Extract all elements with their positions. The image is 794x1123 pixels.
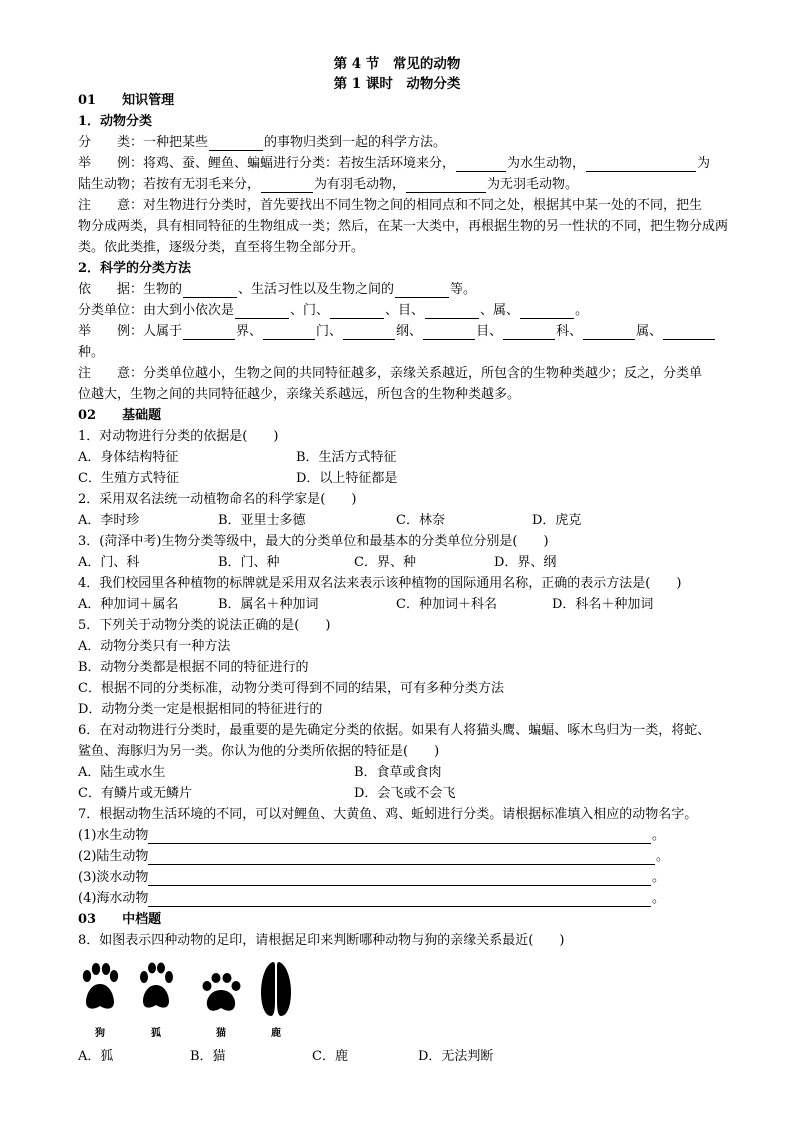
blank[interactable]	[330, 305, 384, 319]
blank[interactable]	[343, 326, 395, 340]
q4-option-d[interactable]: D．科名＋种加词	[552, 597, 654, 612]
footprint-caption-fox: 狐	[151, 1028, 161, 1039]
q6-option-d[interactable]: D．会飞或不会飞	[354, 786, 456, 801]
q4-option-c[interactable]: C．种加词＋科名	[396, 597, 497, 612]
q7-item-1-blank[interactable]	[148, 842, 651, 844]
blank[interactable]	[583, 326, 635, 340]
blank[interactable]	[235, 305, 289, 319]
q5-option-c[interactable]: C．根据不同的分类标准，动物分类可得到不同的结果，可有多种分类方法	[78, 681, 504, 696]
q2-option-a[interactable]: A．李时珍	[78, 513, 140, 528]
q6-option-b[interactable]: B．食草或食肉	[354, 765, 442, 780]
heading-animal-classification: 1．动物分类	[78, 114, 153, 129]
q1-option-d[interactable]: D．以上特征都是	[296, 471, 398, 486]
footprint-caption-deer: 鹿	[271, 1028, 281, 1039]
section-label-01: 01 知识管理	[78, 93, 175, 108]
blank[interactable]	[406, 179, 486, 193]
q8-option-a[interactable]: A．狐	[78, 1049, 114, 1064]
question-7: 7．根据动物生活环境的不同，可以对鲤鱼、大黄鱼、鸡、蚯蚓进行分类。请根据标准填入相应的动物名字。	[78, 807, 698, 822]
blank[interactable]	[586, 158, 696, 172]
q7-item-1-end: 。	[652, 828, 666, 843]
blank[interactable]	[663, 326, 715, 340]
note-line-3: 类。依此类推，逐级分类，直至将生物全部分开。	[78, 240, 365, 255]
cat-footprint-icon	[200, 972, 242, 1016]
q1-option-c[interactable]: C．生殖方式特征	[78, 471, 179, 486]
dog-footprint-icon	[80, 962, 120, 1018]
page-title: 第 4 节 常见的动物	[333, 56, 461, 72]
q2-option-d[interactable]: D．虎克	[532, 513, 582, 528]
section-label-03: 03 中档题	[78, 912, 162, 927]
q2-option-b[interactable]: B．亚里士多德	[218, 513, 306, 528]
footprint-caption-dog: 狗	[95, 1028, 105, 1039]
q5-option-a[interactable]: A．动物分类只有一种方法	[78, 639, 231, 654]
fox-footprint-icon	[136, 962, 176, 1018]
q6-option-a[interactable]: A．陆生或水生	[78, 765, 166, 780]
note2-line-2: 位越大，生物之间的共同特征越少，亲缘关系越远，所包含的生物种类越多。	[78, 387, 521, 402]
q2-option-c[interactable]: C．林奈	[396, 513, 445, 528]
q8-option-d[interactable]: D．无法判断	[418, 1049, 494, 1064]
q4-option-b[interactable]: B．属名＋种加词	[218, 597, 319, 612]
q7-item-3-label: (3)淡水动物	[78, 870, 149, 885]
q7-item-2-end: 。	[656, 849, 670, 864]
blank[interactable]	[183, 326, 235, 340]
human-example-line: 举 例：人属于 界、 门、 纲、 目、 科、 属、	[78, 324, 716, 340]
q8-option-c[interactable]: C．鹿	[312, 1049, 348, 1064]
heading-classification-method: 2．科学的分类方法	[78, 261, 192, 276]
blank[interactable]	[261, 179, 313, 193]
q6-option-c[interactable]: C．有鳞片或无鳞片	[78, 786, 192, 801]
q3-option-a[interactable]: A．门、科	[78, 555, 140, 570]
question-6-line-2: 鲨鱼、海豚归为另一类。你认为他的分类所依据的特征是( )	[78, 744, 440, 759]
q7-item-2-blank[interactable]	[148, 863, 655, 865]
q5-option-b[interactable]: B．动物分类都是根据不同的特征进行的	[78, 660, 309, 675]
question-3: 3．(菏泽中考)生物分类等级中，最大的分类单位和最基本的分类单位分别是( )	[78, 534, 549, 549]
blank[interactable]	[423, 326, 475, 340]
question-6-line-1: 6．在对动物进行分类时，最重要的是先确定分类的依据。如果有人将猫头鹰、蝙蝠、啄木鸟归为一类，将蛇、	[78, 723, 711, 738]
definition-line: 分 类：一种把某些 的事物归类到一起的科学方法。	[78, 135, 447, 150]
human-example-end: 种。	[78, 345, 105, 360]
blank[interactable]	[183, 284, 237, 298]
q7-item-1-label: (1)水生动物	[78, 828, 149, 843]
note-line-1: 注 意：对生物进行分类时，首先要找出不同生物之间的相同点和不同之处，根据其中某一处的不同，把生	[78, 198, 703, 213]
blank[interactable]	[263, 326, 315, 340]
question-1: 1．对动物进行分类的依据是( )	[78, 429, 279, 444]
q7-item-4-end: 。	[652, 891, 666, 906]
q3-option-d[interactable]: D．界、纲	[494, 555, 557, 570]
q7-item-4-label: (4)海水动物	[78, 891, 149, 906]
q7-item-4-blank[interactable]	[148, 905, 651, 907]
example-line-2: 陆生动物；若按有无羽毛来分， 为有羽毛动物， 为无羽毛动物。	[78, 177, 579, 192]
blank[interactable]	[425, 305, 479, 319]
footprint-caption-cat: 猫	[216, 1028, 226, 1039]
page-subtitle: 第 1 课时 动物分类	[333, 76, 461, 92]
note-line-2: 物分成两类，具有相同特征的生物组成一类；然后，在某一大类中，再根据生物的另一性状的不同，把生物分成两	[78, 219, 729, 234]
units-line: 分类单位：由大到小依次是 、门、 、目、 、属、 。	[78, 303, 589, 318]
q3-option-c[interactable]: C．界、种	[354, 555, 416, 570]
q3-option-b[interactable]: B．门、种	[218, 555, 280, 570]
blank[interactable]	[456, 158, 506, 172]
blank[interactable]	[503, 326, 555, 340]
q7-item-3-end: 。	[652, 870, 666, 885]
q4-option-a[interactable]: A．种加词＋属名	[78, 597, 179, 612]
blank[interactable]	[209, 137, 263, 151]
example-line-1: 举 例：将鸡、蚕、鲤鱼、蝙蝠进行分类：若按生活环境来分， 为水生动物， 为	[78, 156, 711, 171]
question-2: 2．采用双名法统一动植物命名的科学家是( )	[78, 492, 357, 507]
section-label-02: 02 基础题	[78, 408, 162, 423]
note2-line-1: 注 意：分类单位越小，生物之间的共同特征越多，亲缘关系越近，所包含的生物种类越少；反之，分类单	[78, 366, 703, 381]
q1-option-b[interactable]: B．生活方式特征	[296, 450, 397, 465]
question-8: 8．如图表示四种动物的足印，请根据足印来判断哪种动物与狗的亲缘关系最近( )	[78, 933, 565, 948]
q7-item-3-blank[interactable]	[148, 884, 651, 886]
q8-option-b[interactable]: B．猫	[190, 1049, 226, 1064]
deer-footprint-icon	[258, 960, 294, 1018]
q7-item-2-label: (2)陆生动物	[78, 849, 149, 864]
question-5: 5．下列关于动物分类的说法正确的是( )	[78, 618, 331, 633]
basis-line: 依 据：生物的 、生活习性以及生物之间的 等。	[78, 282, 477, 297]
q5-option-d[interactable]: D．动物分类一定是根据相同的特征进行的	[78, 702, 323, 717]
blank[interactable]	[520, 305, 574, 319]
q1-option-a[interactable]: A．身体结构特征	[78, 450, 179, 465]
question-4: 4．我们校园里各种植物的标牌就是采用双名法来表示该种植物的国际通用名称，正确的表示方法是( )	[78, 576, 682, 591]
blank[interactable]	[395, 284, 449, 298]
